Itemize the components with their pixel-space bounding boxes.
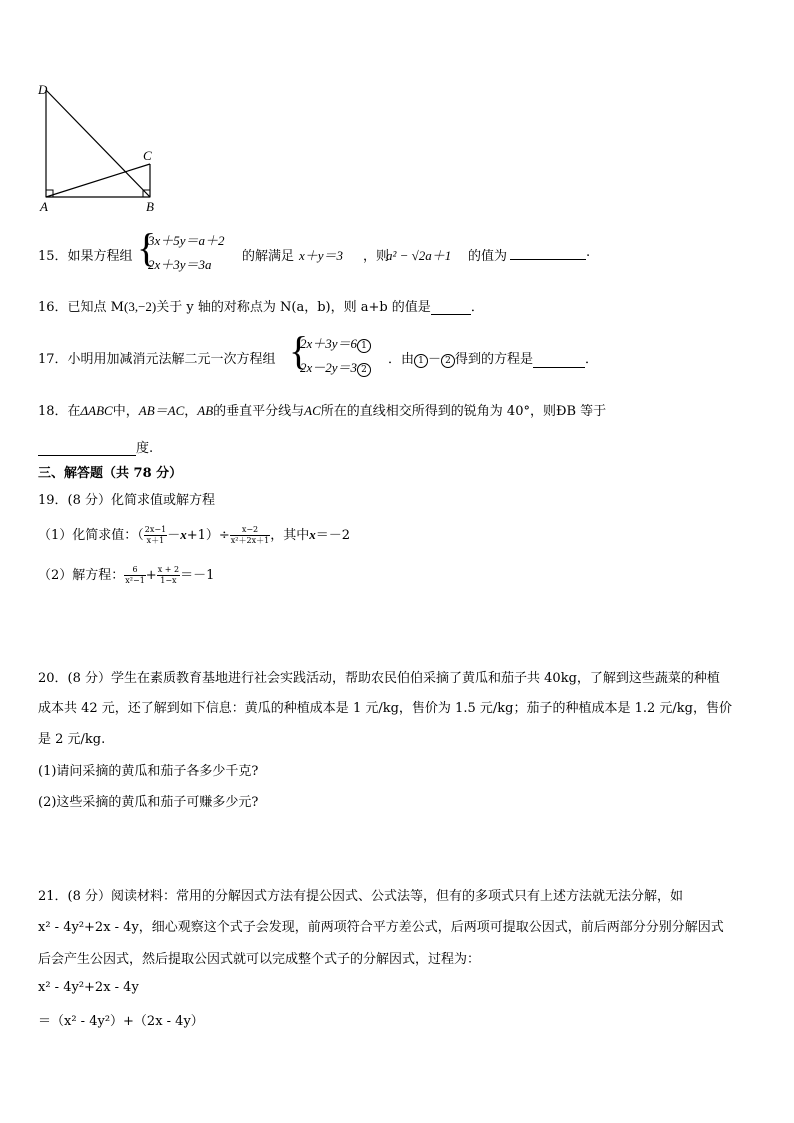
section-3-heading: 三、解答题（共 78 分）	[38, 466, 183, 481]
q15-eq2: 2x＋3y＝3a	[148, 257, 212, 272]
q18-t1: 中，	[112, 404, 139, 419]
q17-eq1: 2x＋3y＝6	[300, 336, 358, 351]
q15-expr: a² − √2a＋1	[386, 248, 452, 263]
q19-p2-plus: +	[145, 568, 157, 583]
q18-t2: ，	[184, 404, 198, 419]
q17-m2: 2	[441, 354, 455, 368]
q20-q2: (2)这些采摘的黄瓜和茄子可赚多少元?	[38, 795, 259, 810]
q16-point: (3,−2)	[124, 299, 157, 314]
q17-middle: ．由	[388, 352, 415, 367]
q17-eq2-line	[300, 357, 371, 377]
q17-tail	[388, 348, 598, 368]
q18-t4: 所在的直线相交所得到的锐角为 40°，则ÐB 等于	[320, 404, 607, 419]
q15-middle: 的解满足	[242, 249, 295, 264]
q19-p2-val: ＝－1	[180, 568, 215, 583]
label-a: A	[40, 199, 48, 214]
q21-line2: x² - 4y²+2x - 4y，细心观察这个式子会发现，前两项符合平方差公式，后两项可提取公因式，前后两部分分别分解因式	[38, 920, 724, 935]
q19-p1-x2: x	[309, 527, 316, 542]
q17-m1: 1	[414, 354, 428, 368]
q19-p1-mid2: +1）÷	[186, 528, 230, 543]
q19-p2-f2-num: x + 2	[157, 565, 180, 574]
q21-line1: 21．(8 分）阅读材料：常用的分解因式方法有提公因式、公式法等，但有的多项式只有上述方法就无法分解，如	[38, 889, 684, 904]
q19-title: 19．(8 分）化简求值或解方程	[38, 493, 216, 508]
question-18	[38, 400, 606, 419]
q18-unit: 度.	[136, 441, 154, 456]
q19-p2-frac2	[157, 565, 180, 586]
q19-p1-x: x	[180, 527, 187, 542]
q17-prefix: 17．小明用加减消元法解二元一次方程组	[38, 352, 276, 367]
q19-p1-f2-den: x²＋2x＋1	[230, 536, 270, 545]
q19-p1-f1-den: x＋1	[146, 536, 165, 545]
question-16	[38, 296, 484, 315]
q19-p1-mid: －	[167, 528, 181, 543]
q19-p1-f2-num: x−2	[230, 525, 270, 536]
q19-p2-f1-num: 6	[124, 565, 146, 576]
q15-suffix: 的值为	[468, 249, 508, 264]
q19-part1	[38, 523, 350, 548]
q17-eq1-line	[300, 333, 371, 353]
q19-p1-val: ＝－2	[315, 528, 350, 543]
q16-end: ．	[470, 300, 484, 315]
q16-middle: 关于 y 轴的对称点为 N(a，b)，则 a+b 的值是	[156, 300, 431, 315]
label-b: B	[146, 199, 154, 214]
q15-eq1: 3x＋5y＝a＋2	[148, 233, 225, 248]
q18-ab: AB	[197, 403, 214, 418]
q21-line3: 后会产生公因式，然后提取公因式就可以完成整个式子的分解因式，过程为：	[38, 952, 481, 967]
q19-p1-frac1	[144, 525, 167, 546]
q19-p2-prefix: （2）解方程：	[38, 568, 125, 583]
triangle-figure	[30, 80, 170, 215]
q17-suffix: 得到的方程是	[455, 352, 534, 367]
q17-answer-blank	[533, 353, 585, 368]
q19-p2-f1-den: x²−1	[125, 576, 145, 585]
q17-brace: {	[289, 328, 309, 373]
q20-q1: (1)请问采摘的黄瓜和茄子各多少千克?	[38, 764, 259, 779]
q20-line1: 20．(8 分）学生在素质教育基地进行社会实践活动，帮助农民伯伯采摘了黄瓜和茄子共 40kg，了解到这些蔬菜的种植	[38, 671, 720, 686]
q15-middle2: ，则	[363, 249, 390, 264]
q17-mark1: 1	[357, 339, 371, 353]
q19-part2	[38, 564, 214, 588]
q17-minus: －	[428, 352, 442, 367]
q18-prefix: 18．在	[38, 404, 81, 419]
q15-end: .	[586, 245, 591, 260]
q18-ac: AC	[304, 403, 321, 418]
q21-line4: x² - 4y²+2x - 4y	[38, 980, 139, 995]
q19-p1-prefix: （1）化简求值：（	[38, 528, 144, 543]
q19-p1-frac2	[230, 525, 270, 546]
q17-end: ．	[585, 352, 599, 367]
q16-answer-blank	[431, 300, 471, 315]
q18-tri: ΔABC	[80, 403, 113, 418]
q19-p1-f1-num: 2x−1	[144, 525, 167, 534]
q15-answer-blank	[510, 245, 586, 260]
q15-prefix: 15．如果方程组	[38, 249, 133, 264]
q19-p2-f2-den: 1−x	[160, 576, 177, 585]
label-d: D	[38, 82, 48, 97]
q19-p1-cond: ，其中	[270, 528, 310, 543]
q18-line2	[38, 437, 153, 456]
q17-mark2: 2	[357, 363, 371, 377]
q18-t3: 的垂直平分线与	[213, 404, 305, 419]
q20-line2: 成本共 42 元，还了解到如下信息：黄瓜的种植成本是 1 元/kg，售价为 1.5 元/kg；茄子的种植成本是 1.2 元/kg，售价	[38, 701, 732, 716]
label-c: C	[143, 148, 152, 163]
q20-line3: 是 2 元/kg.	[38, 732, 106, 747]
q21-line5: ＝（x² - 4y²）+（2x - 4y）	[38, 1014, 204, 1029]
q16-prefix: 16．已知点 M	[38, 300, 124, 315]
q17-eq2: 2x－2y＝3	[300, 360, 358, 375]
q19-p2-frac1	[124, 565, 146, 586]
q18-eq: AB＝AC	[138, 403, 185, 418]
q18-answer-blank	[38, 441, 136, 456]
q15-cond: x＋y＝3	[299, 248, 344, 263]
q15-brace: {	[137, 225, 157, 270]
